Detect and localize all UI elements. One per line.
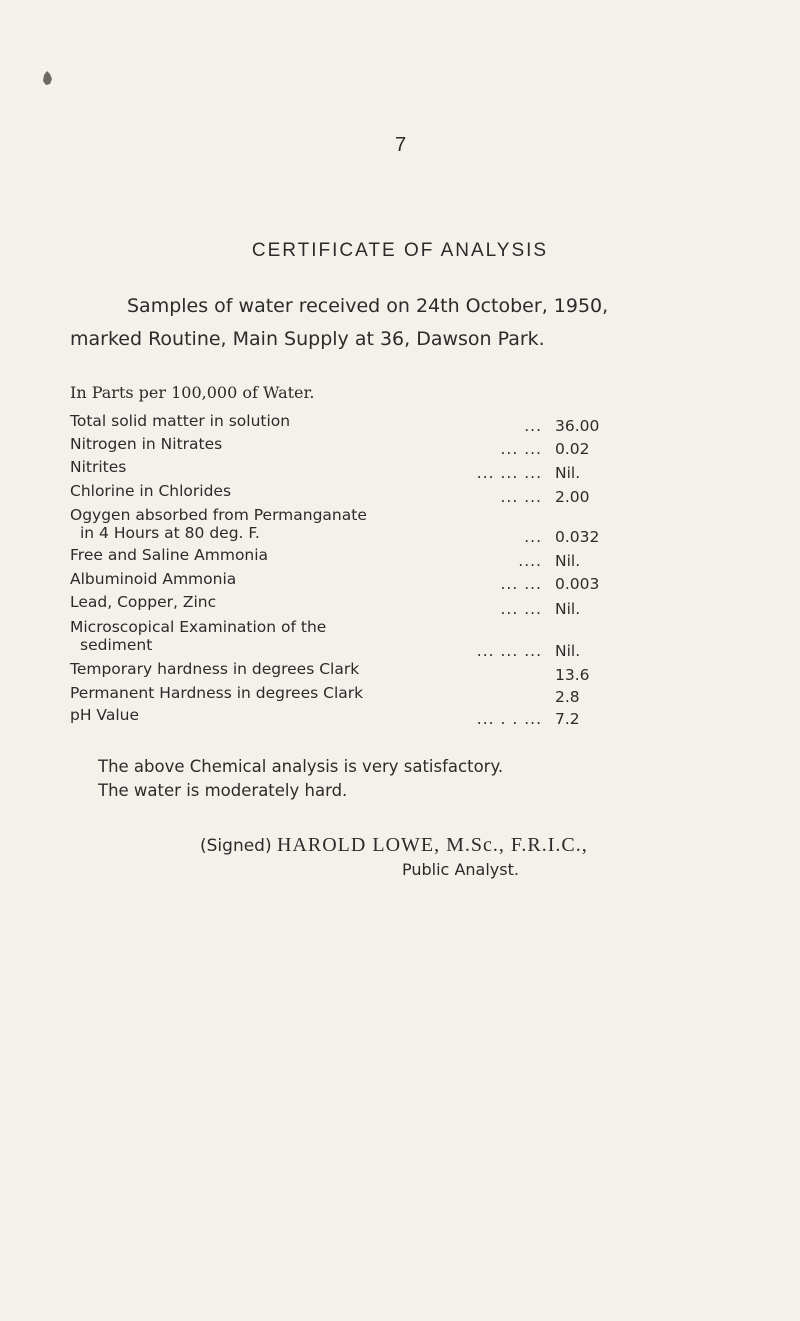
- result-row-ph: [70, 706, 630, 728]
- intro-line-1: Samples of water received on 24th October, 1950,: [127, 295, 609, 317]
- leader-dots: ... ...: [500, 575, 542, 593]
- result-label: Microscopical Examination of the: [70, 618, 327, 636]
- certificate-heading: CERTIFICATE OF ANALYSIS: [251, 240, 549, 261]
- result-label: Total solid matter in solution: [70, 412, 291, 430]
- units-note: In Parts per 100,000 of Water.: [70, 383, 315, 402]
- result-value: Nil.: [555, 552, 581, 570]
- conclusion-line-2: The water is moderately hard.: [98, 781, 348, 800]
- result-row-permanent-hardness: [70, 684, 630, 706]
- result-row-albuminoid-ammonia: [70, 570, 630, 593]
- result-row-metals: [70, 593, 630, 618]
- result-label: Lead, Copper, Zinc: [70, 593, 217, 611]
- leader-dots: ....: [518, 552, 542, 570]
- result-label: Nitrites: [70, 458, 127, 476]
- result-value: 2.8: [555, 688, 580, 706]
- leader-dots: ... ... ...: [476, 464, 542, 482]
- conclusion-line-1: The above Chemical analysis is very satisfactory.: [98, 757, 504, 776]
- result-label: Chlorine in Chlorides: [70, 482, 232, 500]
- result-value: 7.2: [555, 710, 580, 728]
- result-row-total-solids: [70, 412, 630, 435]
- result-label: Temporary hardness in degrees Clark: [70, 660, 360, 678]
- result-value: 0.032: [555, 528, 600, 546]
- result-row-nitrates: [70, 435, 630, 458]
- result-label: Nitrogen in Nitrates: [70, 435, 223, 453]
- result-row-saline-ammonia: [70, 546, 630, 570]
- page-number: 7: [395, 134, 407, 156]
- leader-dots: ... ...: [500, 600, 542, 618]
- result-row-oxygen-absorbed: [70, 506, 630, 546]
- leader-dots: ...: [524, 417, 542, 435]
- result-label-continued: in 4 Hours at 80 deg. F.: [80, 524, 260, 542]
- result-label: Free and Saline Ammonia: [70, 546, 269, 564]
- signature-block: [200, 834, 588, 857]
- result-value: 0.02: [555, 440, 590, 458]
- analysis-results-table: [70, 412, 630, 728]
- analyst-name: HAROLD LOWE, M.Sc., F.R.I.C.,: [277, 834, 588, 856]
- signed-prefix: (Signed): [200, 836, 272, 856]
- result-row-microscopical: [70, 618, 630, 660]
- leader-dots: ...: [524, 528, 542, 546]
- analyst-title: Public Analyst.: [402, 860, 519, 879]
- result-label: Permanent Hardness in degrees Clark: [70, 684, 364, 702]
- leader-dots: ... ...: [500, 488, 542, 506]
- result-value: 2.00: [555, 488, 590, 506]
- result-label: Albuminoid Ammonia: [70, 570, 237, 588]
- ink-blot-mark: [42, 70, 53, 86]
- result-row-nitrites: [70, 458, 630, 482]
- result-label: Ogygen absorbed from Permanganate: [70, 506, 367, 524]
- result-value: Nil.: [555, 464, 581, 482]
- result-value: 13.6: [555, 666, 590, 684]
- leader-dots: ... ... ...: [476, 642, 542, 660]
- result-label: pH Value: [70, 706, 139, 724]
- leader-dots: ... ...: [500, 440, 542, 458]
- result-row-chlorine: [70, 482, 630, 506]
- result-value: 36.00: [555, 417, 600, 435]
- result-row-temporary-hardness: [70, 660, 630, 684]
- intro-line-2: marked Routine, Main Supply at 36, Dawson Park.: [70, 328, 545, 350]
- leader-dots: ... . . ...: [476, 710, 542, 728]
- result-value: Nil.: [555, 600, 581, 618]
- result-value: 0.003: [555, 575, 600, 593]
- result-value: Nil.: [555, 642, 581, 660]
- result-label-continued: sediment: [80, 636, 153, 654]
